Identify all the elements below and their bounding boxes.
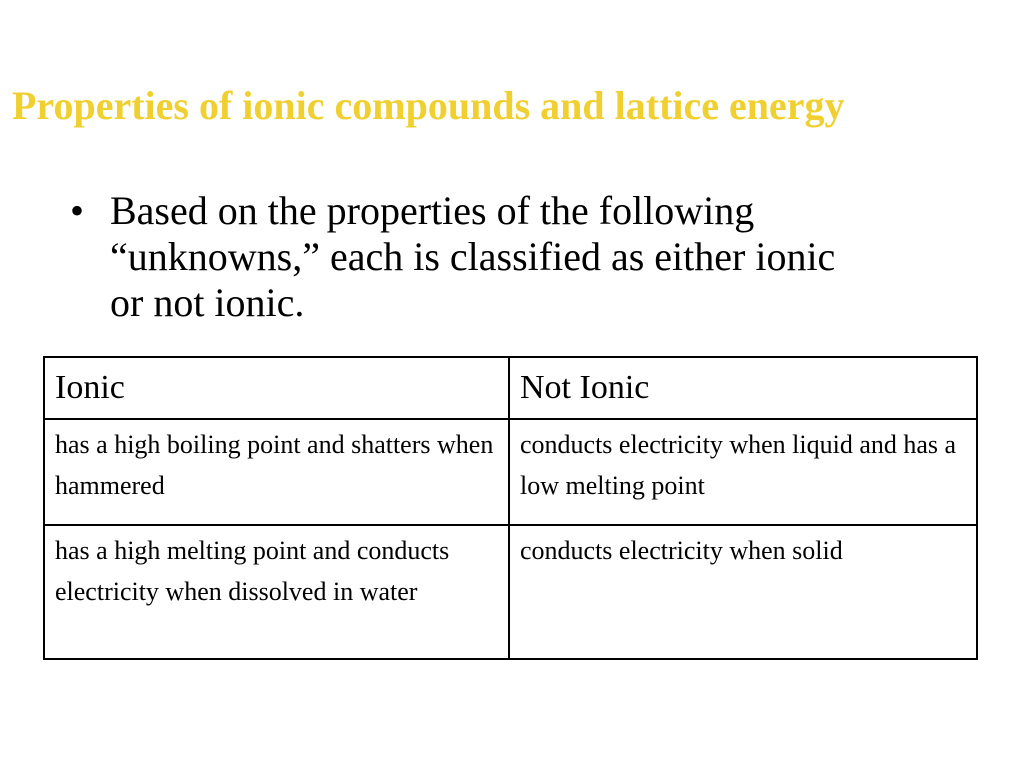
bullet-item xyxy=(70,188,870,326)
table-cell-ionic: has a high melting point and conducts electricity when dissolved in water xyxy=(44,525,509,659)
bullet-list xyxy=(70,188,870,326)
table-row xyxy=(44,525,977,659)
bullet-text: Based on the properties of the following “unknowns,” each is classified as either ionic or not ionic. xyxy=(110,188,836,325)
table-row xyxy=(44,419,977,525)
slide-title: Properties of ionic compounds and lattice energy xyxy=(12,83,845,128)
properties-table xyxy=(43,356,978,660)
header-not-ionic: Not Ionic xyxy=(509,357,977,419)
bullet-marker: • xyxy=(70,188,85,233)
header-ionic: Ionic xyxy=(44,357,509,419)
table-cell-not-ionic: conducts electricity when solid xyxy=(509,525,977,659)
table-cell-ionic: has a high boiling point and shatters when hammered xyxy=(44,419,509,525)
table-cell-not-ionic: conducts electricity when liquid and has a low melting point xyxy=(509,419,977,525)
table-header-row xyxy=(44,357,977,419)
